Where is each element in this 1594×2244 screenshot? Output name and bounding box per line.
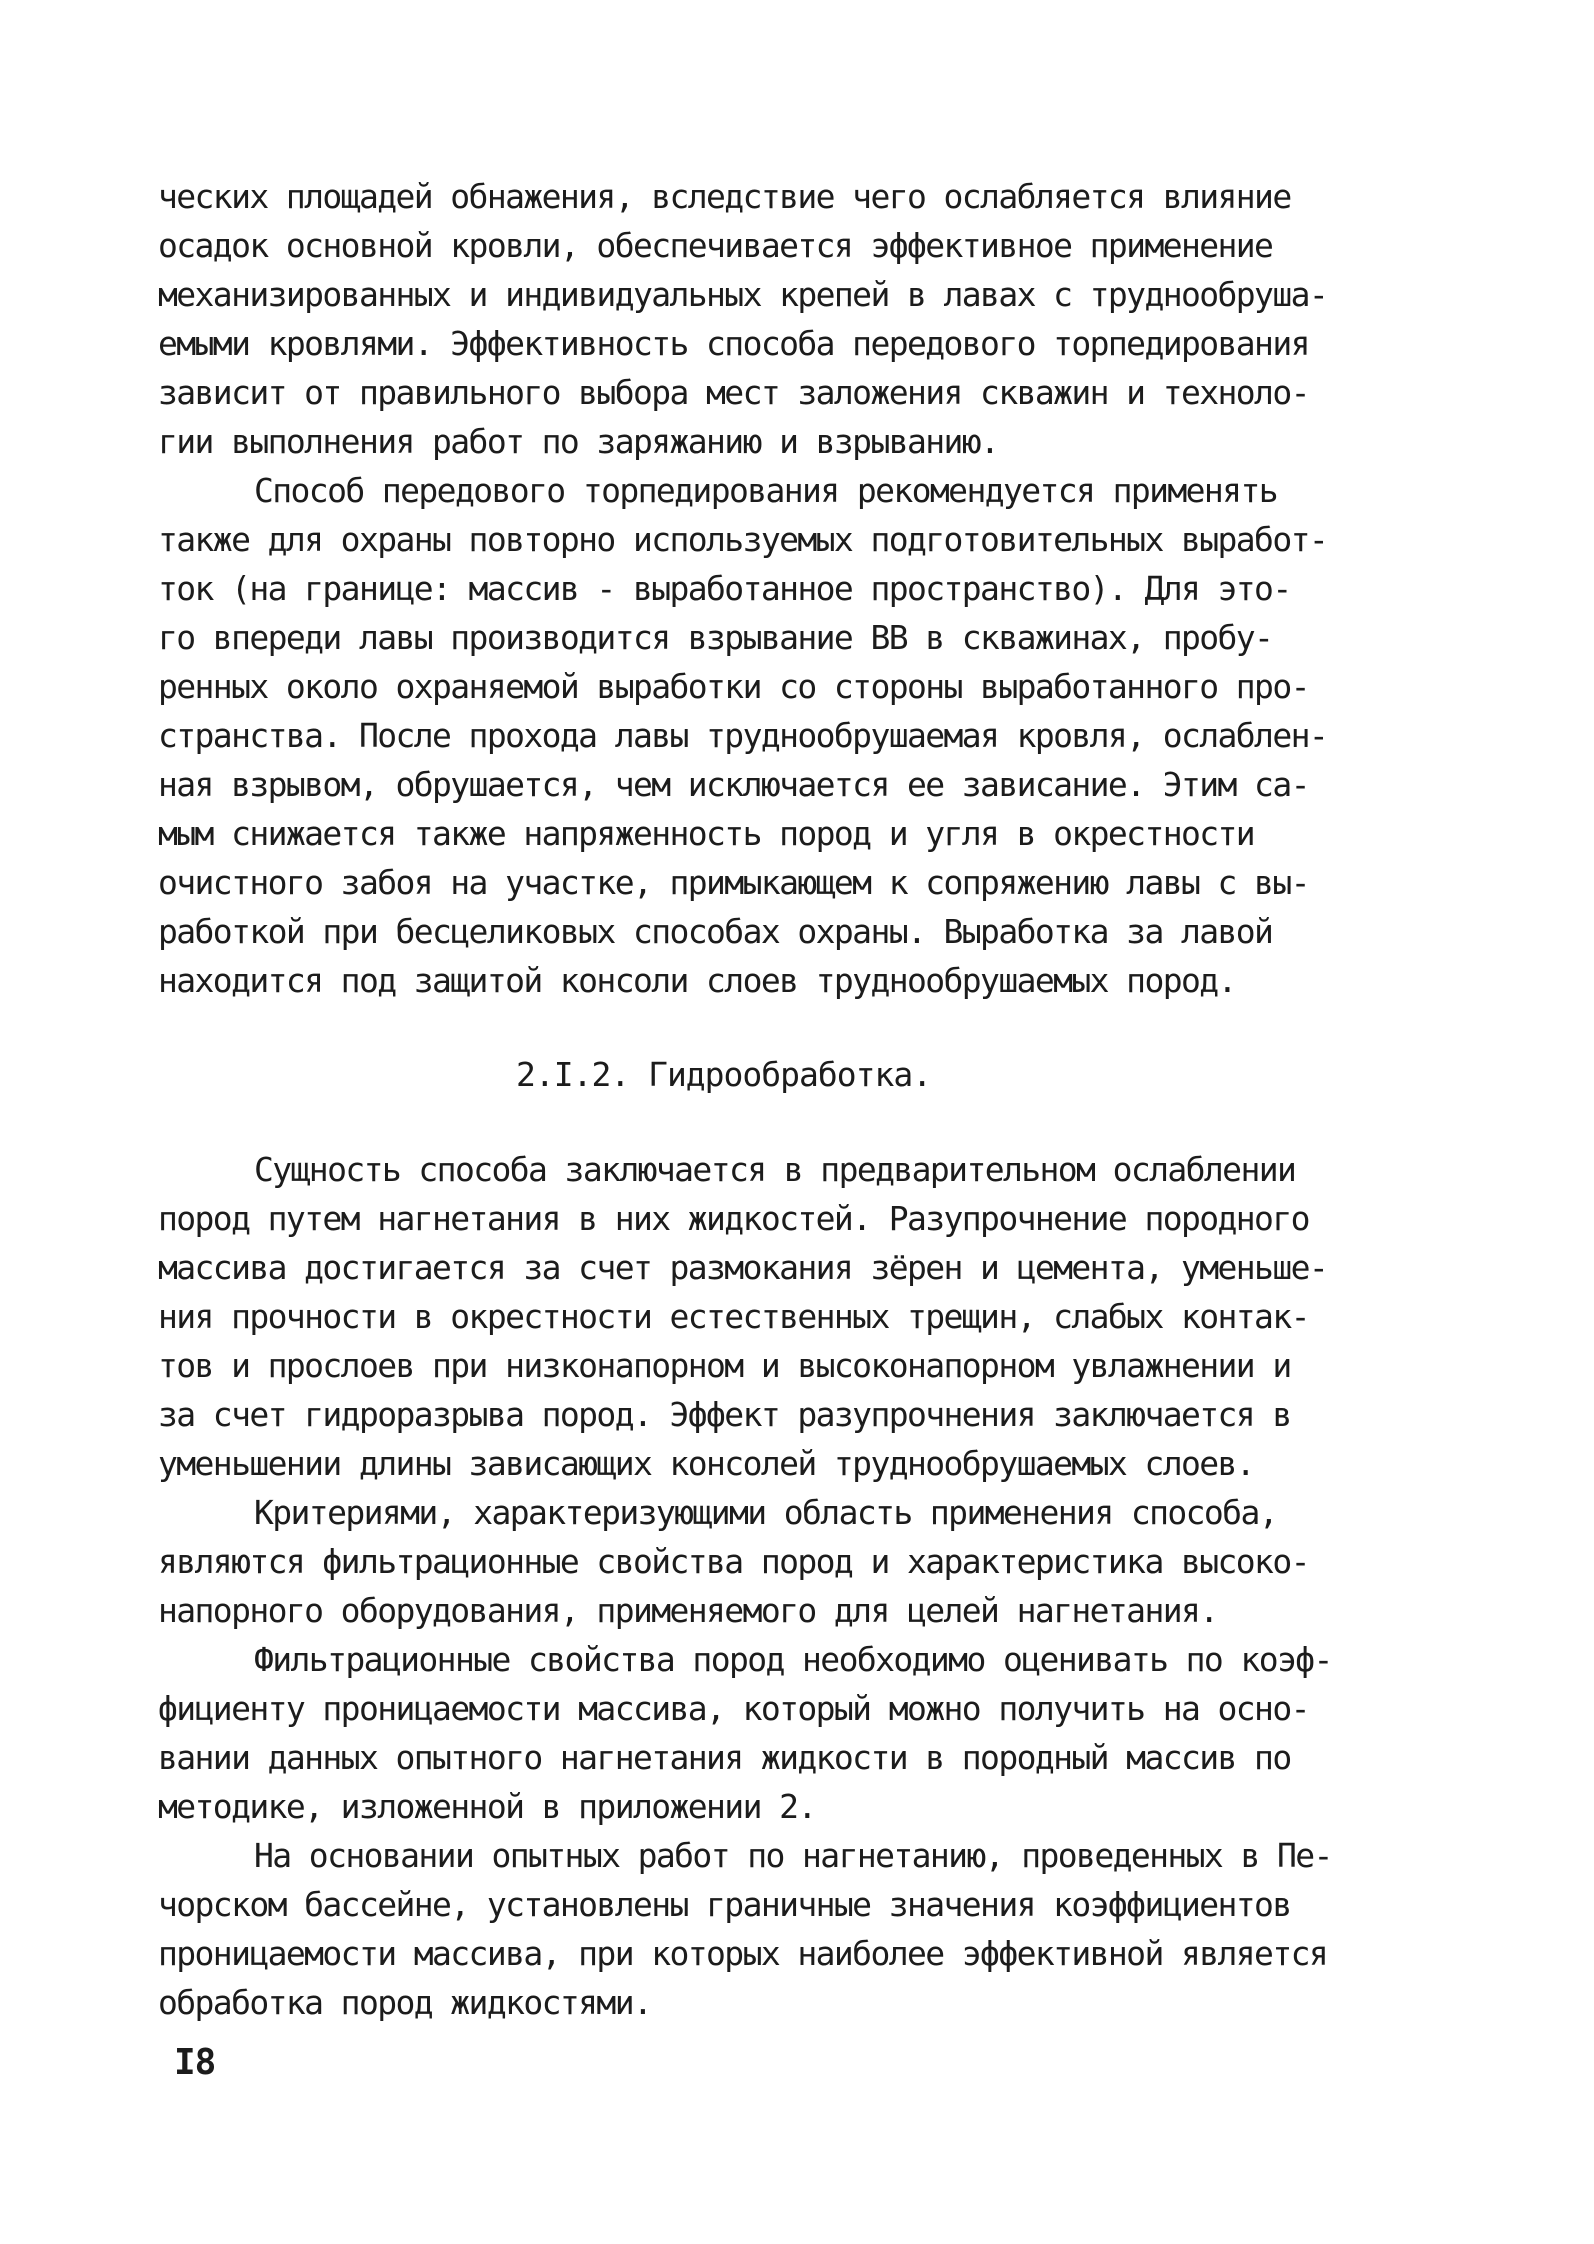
text-line: го впереди лавы производится взрывание ВВ в скважинах, пробу- xyxy=(158,618,1273,657)
text-line: вании данных опытного нагнетания жидкости в породный массив по xyxy=(158,1738,1291,1777)
text-line: находится под защитой консоли слоев труднообрушаемых пород. xyxy=(158,961,1236,1000)
text-line: за счет гидроразрыва пород. Эффект разупрочнения заключается в xyxy=(158,1395,1291,1434)
text-line: Способ передового торпедирования рекомендуется применять xyxy=(254,471,1277,510)
page-number: I8 xyxy=(174,2042,216,2083)
text-line: уменьшении длины зависающих консолей труднообрушаемых слоев. xyxy=(158,1444,1255,1483)
text-line: гии выполнения работ по заряжанию и взрыванию. xyxy=(158,422,999,461)
text-line: осадок основной кровли, обеспечивается эффективное применение xyxy=(158,226,1273,265)
text-line: фициенту проницаемости массива, который можно получить на осно- xyxy=(158,1689,1309,1728)
text-line: ческих площадей обнажения, вследствие чего ослабляется влияние xyxy=(158,177,1291,216)
section-heading: 2.I.2. Гидрообработка. xyxy=(516,1055,932,1094)
text-line: емыми кровлями. Эффективность способа передового торпедирования xyxy=(158,324,1309,363)
text-line: очистного забоя на участке, примыкающем к сопряжению лавы с вы- xyxy=(158,863,1309,902)
text-block-continuation xyxy=(158,172,1448,1005)
text-line: тов и прослоев при низконапорном и высоконапорном увлажнении и xyxy=(158,1346,1291,1385)
text-line: методике, изложенной в приложении 2. xyxy=(158,1787,816,1826)
text-line: также для охраны повторно используемых подготовительных выработ- xyxy=(158,520,1328,559)
text-line: чорском бассейне, установлены граничные значения коэффициентов xyxy=(158,1885,1291,1924)
text-block-hydrotreatment xyxy=(158,1145,1448,2027)
text-line: Сущность способа заключается в предварительном ослаблении xyxy=(254,1150,1296,1189)
text-line: ток (на границе: массив - выработанное пространство). Для это- xyxy=(158,569,1291,608)
text-line: напорного оборудования, применяемого для целей нагнетания. xyxy=(158,1591,1218,1630)
text-line: На основании опытных работ по нагнетанию, проведенных в Пе- xyxy=(254,1836,1332,1875)
text-line: ренных около охраняемой выработки со стороны выработанного про- xyxy=(158,667,1309,706)
text-line: являются фильтрационные свойства пород и характеристика высоко- xyxy=(158,1542,1309,1581)
text-line: Фильтрационные свойства пород необходимо оценивать по коэф- xyxy=(254,1640,1332,1679)
text-line: работкой при бесцеликовых способах охраны. Выработка за лавой xyxy=(158,912,1273,951)
text-line: обработка пород жидкостями. xyxy=(158,1983,652,2022)
text-line: ная взрывом, обрушается, чем исключается ее зависание. Этим са- xyxy=(158,765,1309,804)
text-line: проницаемости массива, при которых наиболее эффективной является xyxy=(158,1934,1328,1973)
text-line: Критериями, характеризующими область применения способа, xyxy=(254,1493,1277,1532)
text-line: пород путем нагнетания в них жидкостей. Разупрочнение породного xyxy=(158,1199,1309,1238)
text-line: странства. После прохода лавы труднообрушаемая кровля, ослаблен- xyxy=(158,716,1328,755)
text-line: зависит от правильного выбора мест заложения скважин и техноло- xyxy=(158,373,1309,412)
text-line: механизированных и индивидуальных крепей в лавах с труднообруша- xyxy=(158,275,1328,314)
text-line: ния прочности в окрестности естественных трещин, слабых контак- xyxy=(158,1297,1309,1336)
text-line: мым снижается также напряженность пород и угля в окрестности xyxy=(158,814,1255,853)
text-line: массива достигается за счет размокания зёрен и цемента, уменьше- xyxy=(158,1248,1328,1287)
